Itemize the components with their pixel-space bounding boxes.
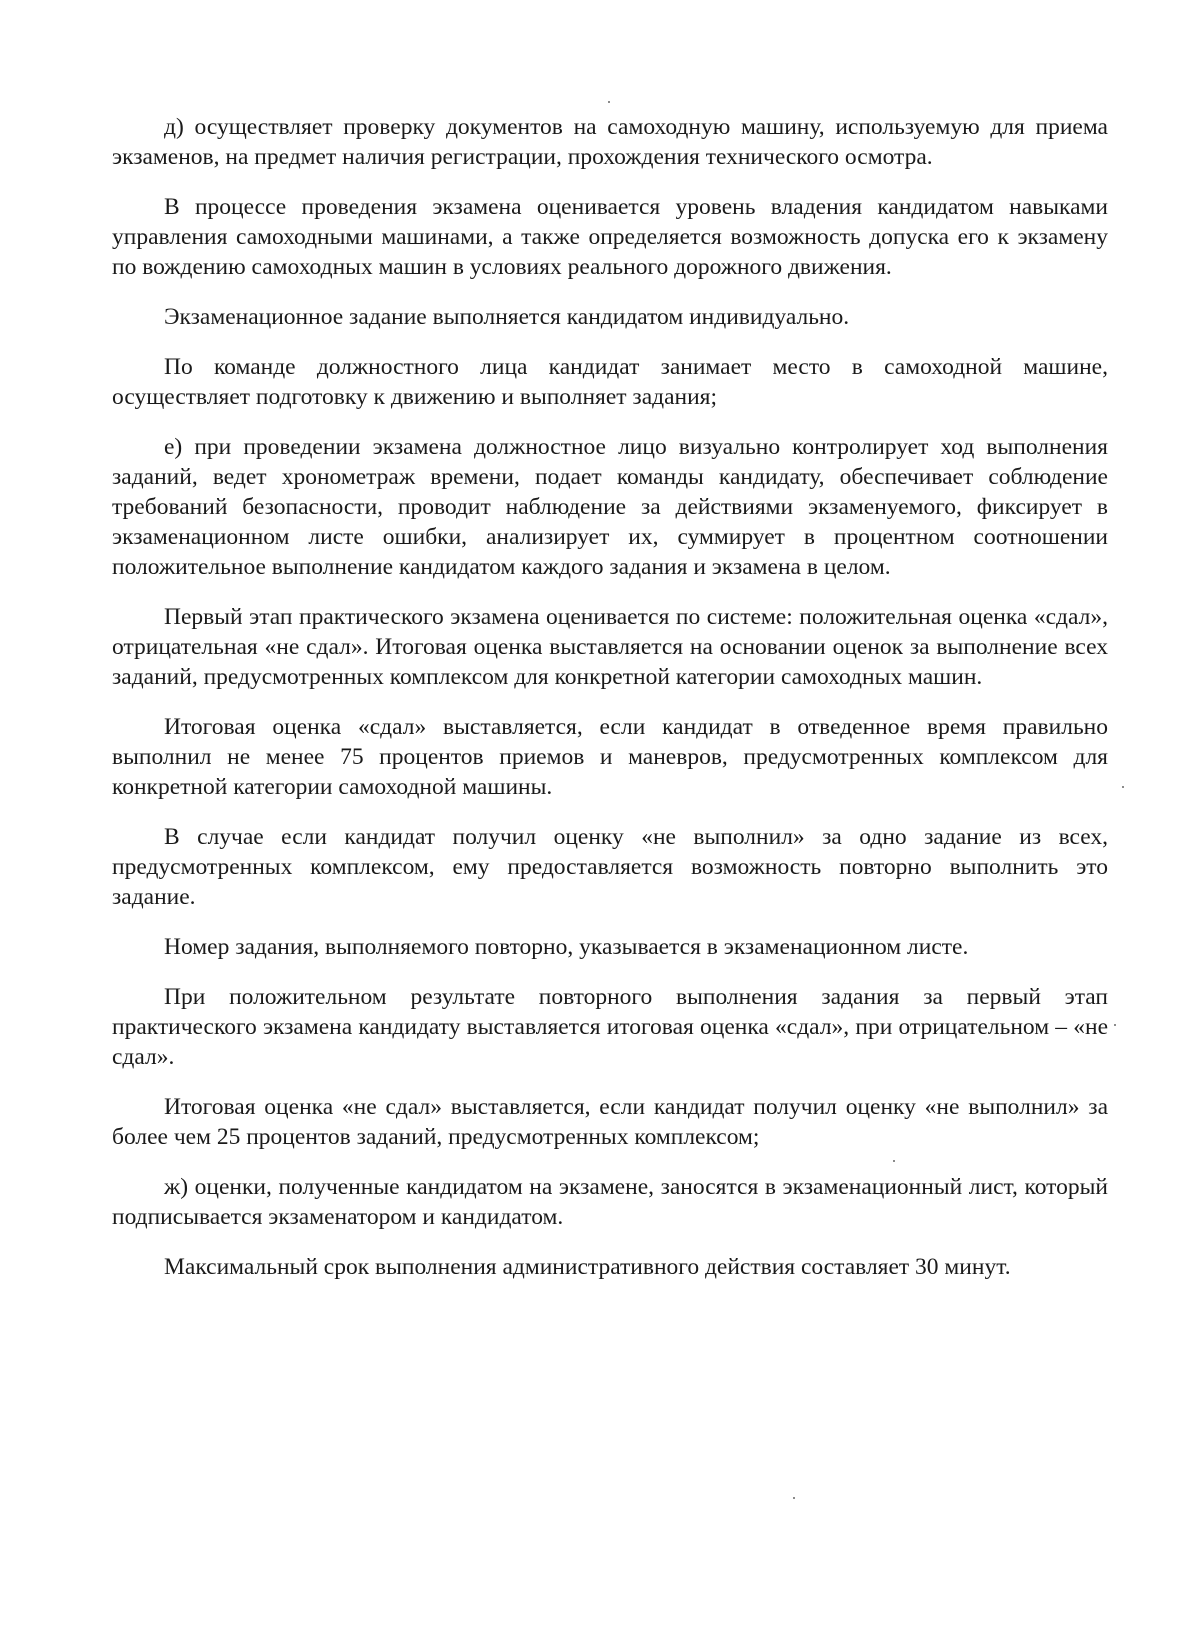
scan-speck — [608, 101, 610, 103]
paragraph-d-document-check: д) осуществляет проверку документов на самоходную машину, используемую для приема экзаменов, на предмет наличия регистрации, прохождения технического осмотра. — [112, 114, 1108, 170]
paragraph-fail-criteria: Итоговая оценка «не сдал» выставляется, если кандидат получил оценку «не выполнил» за более чем 25 процентов заданий, предусмотренных комплексом; — [112, 1094, 1108, 1150]
paragraph-max-duration: Максимальный срок выполнения административного действия составляет 30 минут. — [164, 1254, 1011, 1280]
scan-speck — [793, 1497, 795, 1499]
paragraph-command: По команде должностного лица кандидат занимает место в самоходной машине, осуществляет подготовку к движению и выполняет задания; — [112, 354, 1108, 410]
scan-speck — [1114, 1024, 1116, 1026]
scan-speck — [893, 1160, 895, 1162]
paragraph-individual-task: Экзаменационное задание выполняется кандидатом индивидуально. — [164, 304, 850, 330]
scan-speck — [1122, 786, 1124, 788]
paragraph-retry-result: При положительном результате повторного выполнения задания за первый этап практического экзамена кандидату выставляется итоговая оценка «сдал», при отрицательном – «не сдал». — [112, 984, 1108, 1070]
paragraph-pass-criteria: Итоговая оценка «сдал» выставляется, если кандидат в отведенное время правильно выполнил не менее 75 процентов приемов и маневров, предусмотренных комплексом для конкретной категории самоходной машины. — [112, 714, 1108, 800]
document-page — [112, 112, 1108, 1282]
paragraph-retry-number: Номер задания, выполняемого повторно, указывается в экзаменационном листе. — [164, 934, 969, 960]
paragraph-first-stage: Первый этап практического экзамена оценивается по системе: положительная оценка «сдал», отрицательная «не сдал». Итоговая оценка выставляется на основании оценок за выполнение всех заданий, предусмотренных комплексом для конкретной категории самоходных машин. — [112, 604, 1108, 690]
paragraph-exam-process: В процессе проведения экзамена оценивается уровень владения кандидатом навыками управления самоходными машинами, а также определяется возможность допуска его к экзамену по вождению самоходных машин в условиях реального дорожного движения. — [112, 194, 1108, 280]
paragraph-e-supervision: е) при проведении экзамена должностное лицо визуально контролирует ход выполнения заданий, ведет хронометраж времени, подает команды кандидату, обеспечивает соблюдение требований безопасности, проводит наблюдение за действиями экзаменуемого, фиксирует в экзаменационном листе ошибки, анализирует их, суммирует в процентном соотношении положительное выполнение кандидатом каждого задания и экзамена в целом. — [112, 434, 1108, 580]
paragraph-zh-grades: ж) оценки, полученные кандидатом на экзамене, заносятся в экзаменационный лист, который подписывается экзаменатором и кандидатом. — [112, 1174, 1108, 1230]
paragraph-retry: В случае если кандидат получил оценку «не выполнил» за одно задание из всех, предусмотренных комплексом, ему предоставляется возможность повторно выполнить это задание. — [112, 824, 1108, 910]
